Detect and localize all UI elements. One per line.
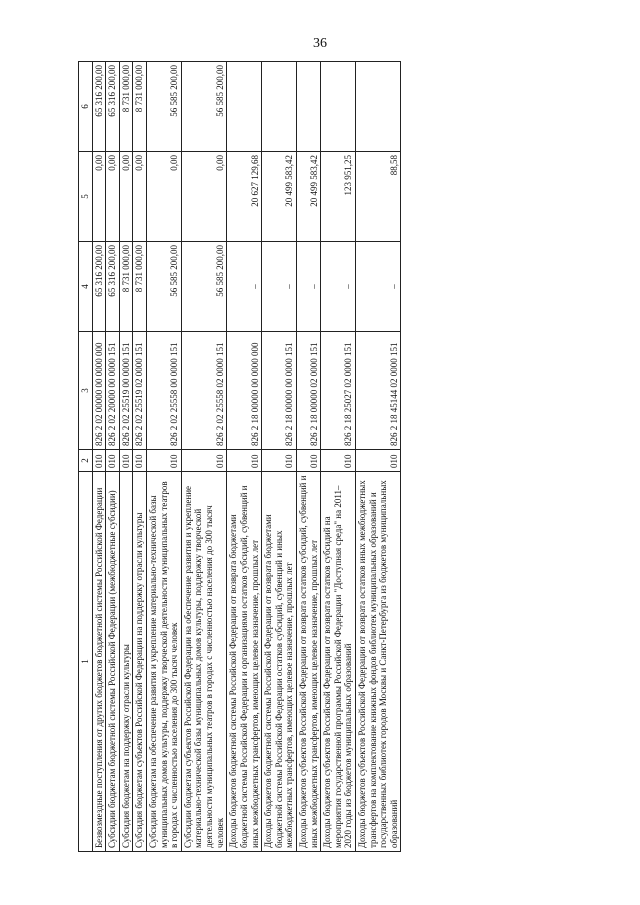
row-budget-code: 826 2 18 45144 02 0000 151 <box>356 332 401 450</box>
row-value-col6: 56 585 200,00 <box>181 62 226 152</box>
row-column-2: 010 <box>356 450 401 472</box>
row-value-col4: 8 731 000,00 <box>119 242 133 332</box>
row-value-col5: 0,00 <box>106 152 120 242</box>
row-value-col6: 8 731 000,00 <box>133 62 147 152</box>
header-cell: 5 <box>79 152 93 242</box>
row-value-col5: 88,58 <box>356 152 401 242</box>
row-value-col6 <box>227 62 262 152</box>
row-value-col4: 65 316 200,00 <box>92 242 106 332</box>
row-value-col6 <box>296 62 320 152</box>
table-row <box>147 62 182 852</box>
row-budget-code: 826 2 18 00000 00 0000 000 <box>227 332 262 450</box>
row-description: Субсидии бюджетам бюджетной системы Российской Федерации (межбюджетные субсидии) <box>106 472 120 852</box>
row-description: Доходы бюджетов субъектов Российской Федерации от возврата остатков субсидий на мероприятия государственной программы Российской Федерации "Доступная среда" на 2011–2020 годы из бюджетов муниципальных образований <box>321 472 356 852</box>
table-row <box>92 62 106 852</box>
row-value-col6: 65 316 200,00 <box>106 62 120 152</box>
row-value-col6 <box>356 62 401 152</box>
row-description: Доходы бюджетов бюджетной системы Российской Федерации от возврата бюджетами бюджетной системы Российской Федерации и организациями остатков субсидий, субвенций и иных межбюджетных трансфертов, имеющих целевое назначение, прошлых лет <box>227 472 262 852</box>
header-cell: 6 <box>79 62 93 152</box>
table-header-row <box>79 62 93 852</box>
row-value-col6: 8 731 000,00 <box>119 62 133 152</box>
header-cell: 4 <box>79 242 93 332</box>
row-value-col5: 0,00 <box>92 152 106 242</box>
row-value-col4: – <box>296 242 320 332</box>
header-cell: 2 <box>79 450 93 472</box>
row-value-col4: – <box>321 242 356 332</box>
row-description: Доходы бюджетов бюджетной системы Российской Федерации от возврата бюджетами бюджетной системы Российской Федерации остатков субсидий, субвенций и иных межбюджетных трансфертов, имеющих целевое назначение, прошлых лет <box>262 472 297 852</box>
rotated-table-container <box>78 62 596 852</box>
row-value-col6 <box>262 62 297 152</box>
row-column-2: 010 <box>147 450 182 472</box>
row-value-col4: 56 585 200,00 <box>147 242 182 332</box>
row-description: Субсидии бюджетам на обеспечение развития и укрепление материально-технической базы муниципальных домов культуры, поддержку творческой деятельности муниципальных театров в городах с численностью населения до 300 тысяч человек <box>147 472 182 852</box>
page-number: 36 <box>313 36 327 51</box>
row-column-2: 010 <box>106 450 120 472</box>
table-row <box>321 62 356 852</box>
table-row <box>133 62 147 852</box>
row-value-col5: 0,00 <box>181 152 226 242</box>
row-budget-code: 826 2 02 00000 00 0000 000 <box>92 332 106 450</box>
row-budget-code: 826 2 02 25519 02 0000 151 <box>133 332 147 450</box>
row-value-col5: 20 627 129,68 <box>227 152 262 242</box>
row-column-2: 010 <box>296 450 320 472</box>
row-value-col4: – <box>262 242 297 332</box>
row-value-col4: – <box>227 242 262 332</box>
table-row <box>227 62 262 852</box>
row-budget-code: 826 2 18 00000 00 0000 151 <box>262 332 297 450</box>
row-budget-code: 826 2 18 00000 02 0000 151 <box>296 332 320 450</box>
row-value-col4: 65 316 200,00 <box>106 242 120 332</box>
row-value-col5: 123 951,25 <box>321 152 356 242</box>
rotated-table <box>78 62 596 852</box>
row-value-col4: – <box>356 242 401 332</box>
row-budget-code: 826 2 18 25027 02 0000 151 <box>321 332 356 450</box>
row-column-2: 010 <box>181 450 226 472</box>
row-value-col5: 0,00 <box>147 152 182 242</box>
row-description: Субсидии бюджетам субъектов Российской Федерации на обеспечение развития и укрепление материально-технической базы муниципальных домов культуры, поддержку творческой деятельности муниципальных театров в городах с численностью населения до 300 тысяч человек <box>181 472 226 852</box>
row-description: Безвозмездные поступления от других бюджетов бюджетной системы Российской Федерации <box>92 472 106 852</box>
row-budget-code: 826 2 02 25519 00 0000 151 <box>119 332 133 450</box>
table-row <box>296 62 320 852</box>
row-value-col5: 0,00 <box>133 152 147 242</box>
table-row <box>356 62 401 852</box>
row-value-col6: 65 316 200,00 <box>92 62 106 152</box>
row-value-col5: 0,00 <box>119 152 133 242</box>
budget-table <box>78 61 401 852</box>
table-row <box>181 62 226 852</box>
row-budget-code: 826 2 02 25558 00 0000 151 <box>147 332 182 450</box>
row-description: Доходы бюджетов субъектов Российской Федерации от возврата остатков иных межбюджетных трансфертов на комплектование книжных фондов библиотек муниципальных образований и государственных библиотек городов Москвы и Санкт-Петербурга из бюджетов муниципальных образований <box>356 472 401 852</box>
row-description: Субсидия бюджетам субъектов Российской Федерации на поддержку отрасли культуры <box>133 472 147 852</box>
table-row <box>106 62 120 852</box>
row-column-2: 010 <box>321 450 356 472</box>
table-row <box>119 62 133 852</box>
row-value-col4: 56 585 200,00 <box>181 242 226 332</box>
table-row <box>262 62 297 852</box>
row-budget-code: 826 2 02 25558 02 0000 151 <box>181 332 226 450</box>
row-column-2: 010 <box>92 450 106 472</box>
row-column-2: 010 <box>119 450 133 472</box>
row-description: Доходы бюджетов субъектов Российской Федерации от возврата остатков субсидий, субвенций и иных межбюджетных трансфертов, имеющих целевое назначение, прошлых лет <box>296 472 320 852</box>
row-column-2: 010 <box>262 450 297 472</box>
header-cell: 3 <box>79 332 93 450</box>
row-value-col4: 8 731 000,00 <box>133 242 147 332</box>
row-budget-code: 826 2 02 20000 00 0000 151 <box>106 332 120 450</box>
header-cell: 1 <box>79 472 93 852</box>
row-column-2: 010 <box>227 450 262 472</box>
row-description: Субсидия бюджетам на поддержку отрасли культуры <box>119 472 133 852</box>
row-column-2: 010 <box>133 450 147 472</box>
row-value-col5: 20 499 583,42 <box>262 152 297 242</box>
row-value-col5: 20 499 583,42 <box>296 152 320 242</box>
row-value-col6: 56 585 200,00 <box>147 62 182 152</box>
row-value-col6 <box>321 62 356 152</box>
